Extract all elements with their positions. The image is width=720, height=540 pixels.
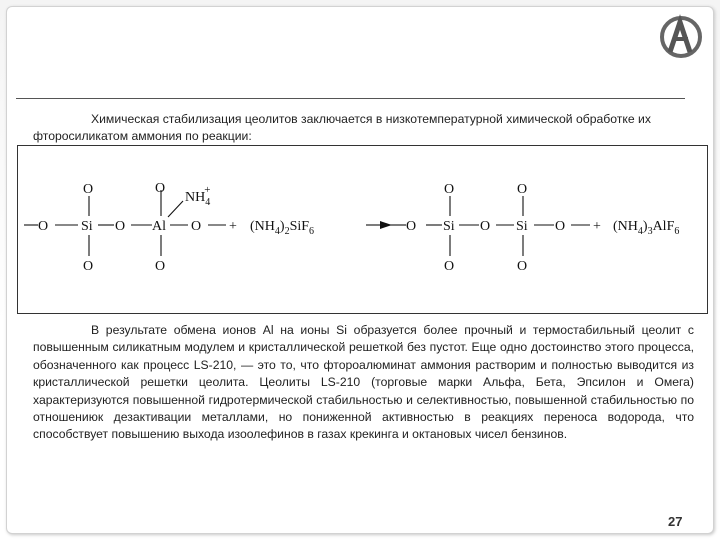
oxygen-atom: O <box>444 259 455 274</box>
reaction-scheme <box>17 145 708 314</box>
oxygen-atom: O <box>83 259 94 274</box>
logo-icon <box>656 12 706 62</box>
ammonium-ion: $NH_4+$ <box>185 184 211 208</box>
oxygen-atom: O <box>406 219 417 234</box>
silicon-atom: Si <box>81 219 93 234</box>
reaction-arrow-icon <box>380 221 392 229</box>
plus-sign: + <box>593 219 601 234</box>
body-paragraph: В результате обмена ионов Al на ионы Si образуется более прочный и термостабильный цеолит с повышенным силикатным модулем и кристаллической решеткой без пустот. Еще одно достоинство этого процесса, обозначенного как процесс LS-210, — это то, что фтороалюминат аммония растворим и полностью выводится из кристаллической решетки цеолита. Цеолиты LS-210 (торговые марки Альфа, Бета, Эпсилон и Омега) характеризуются повышенной гидротермической стабильностью и селективностью, повышенной стабильностью по отношениюк дезактивации металлами, но пониженной активностью в реакциях переноса водорода, что способствует повышению выхода изоолефинов в газах крекинга и октановых чисел бензинов. <box>33 323 694 442</box>
oxygen-atom: O <box>517 259 528 274</box>
product-formula: $(NH_4)_3AlF_6$ <box>613 219 680 237</box>
reaction-diagram <box>18 146 707 313</box>
header-divider <box>16 98 685 99</box>
page-number: 27 <box>668 514 683 529</box>
oxygen-atom: O <box>480 219 491 234</box>
oxygen-atom: O <box>115 219 126 234</box>
oxygen-atom: O <box>517 182 528 197</box>
oxygen-atom: O <box>38 219 49 234</box>
oxygen-atom: O <box>444 182 455 197</box>
oxygen-atom: O <box>155 259 166 274</box>
oxygen-atom: O <box>155 181 166 196</box>
plus-sign: + <box>229 219 237 234</box>
oxygen-atom: O <box>83 182 94 197</box>
aluminum-atom: Al <box>152 219 166 234</box>
intro-paragraph: Химическая стабилизация цеолитов заключается в низкотемпературной химической обработке их фторосиликатом аммония по реакции: <box>33 112 651 143</box>
silicon-atom: Si <box>443 219 455 234</box>
reagent-formula: $(NH_4)_2SiF_6$ <box>250 219 315 237</box>
oxygen-atom: O <box>555 219 566 234</box>
oxygen-atom: O <box>191 219 202 234</box>
silicon-atom: Si <box>516 219 528 234</box>
